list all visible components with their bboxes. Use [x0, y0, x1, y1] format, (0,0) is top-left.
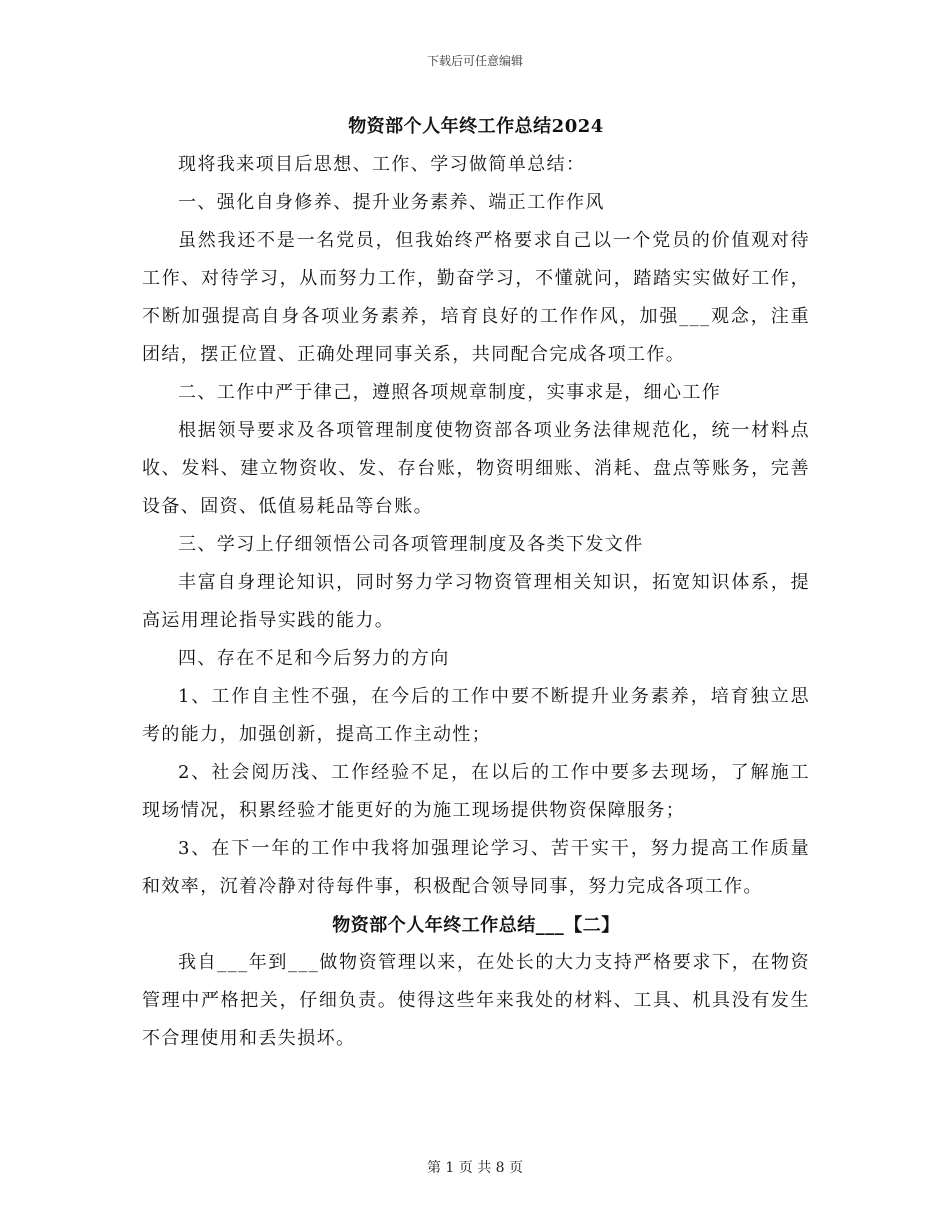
section-3-heading: 三、学习上仔细领悟公司各项管理制度及各类下发文件 — [178, 534, 644, 555]
page-header-note: 下载后可任意编辑 — [426, 54, 523, 68]
section-3-body: 丰富自身理论知识，同时努力学习物资管理相关知识，拓宽知识体系，提高运用理论指导实践的能力。 — [142, 572, 810, 631]
section-1-body: 虽然我还不是一名党员，但我始终严格要求自己以一个党员的价值观对待工作、对待学习，从而努力工作，勤奋学习，不懂就问，踏踏实实做好工作，不断加强提高自身各项业务素养，培育良好的工作作风，加强___观念，注重团结，摆正位置、正确处理同事关系，共同配合完成各项工作。 — [142, 230, 810, 365]
intro-paragraph: 现将我来项目后思想、工作、学习做简单总结： — [178, 154, 586, 175]
list-item-2: 2、社会阅历浅、工作经验不足，在以后的工作中要多去现场，了解施工现场情况，积累经验才能更好的为施工现场提供物资保障服务； — [142, 762, 810, 821]
section-4-heading: 四、存在不足和今后努力的方向 — [178, 648, 450, 669]
document-title: 物资部个人年终工作总结2024 — [348, 116, 604, 137]
document-body — [142, 110, 810, 1058]
section-2-heading: 二、工作中严于律己，遵照各项规章制度，实事求是，细心工作 — [178, 382, 722, 403]
list-item-1: 1、工作自主性不强，在今后的工作中要不断提升业务素养，培育独立思考的能力，加强创新，提高工作主动性； — [142, 686, 810, 745]
list-item-3: 3、在下一年的工作中我将加强理论学习、苦干实干，努力提高工作质量和效率，沉着冷静对待每件事，积极配合领导同事，努力完成各项工作。 — [142, 838, 810, 897]
page-number: 第 1 页 共 8 页 — [426, 1160, 524, 1176]
part-2-body: 我自___年到___做物资管理以来，在处长的大力支持严格要求下，在物资管理中严格把关，仔细负责。使得这些年来我处的材料、工具、机具没有发生不合理使用和丢失损坏。 — [142, 952, 810, 1049]
section-2-body: 根据领导要求及各项管理制度使物资部各项业务法律规范化，统一材料点收、发料、建立物资收、发、存台账，物资明细账、消耗、盘点等账务，完善设备、固资、低值易耗品等台账。 — [142, 420, 810, 517]
section-1-heading: 一、强化自身修养、提升业务素养、端正工作作风 — [178, 192, 605, 213]
document-title-2: 物资部个人年终工作总结___【二】 — [332, 915, 620, 936]
